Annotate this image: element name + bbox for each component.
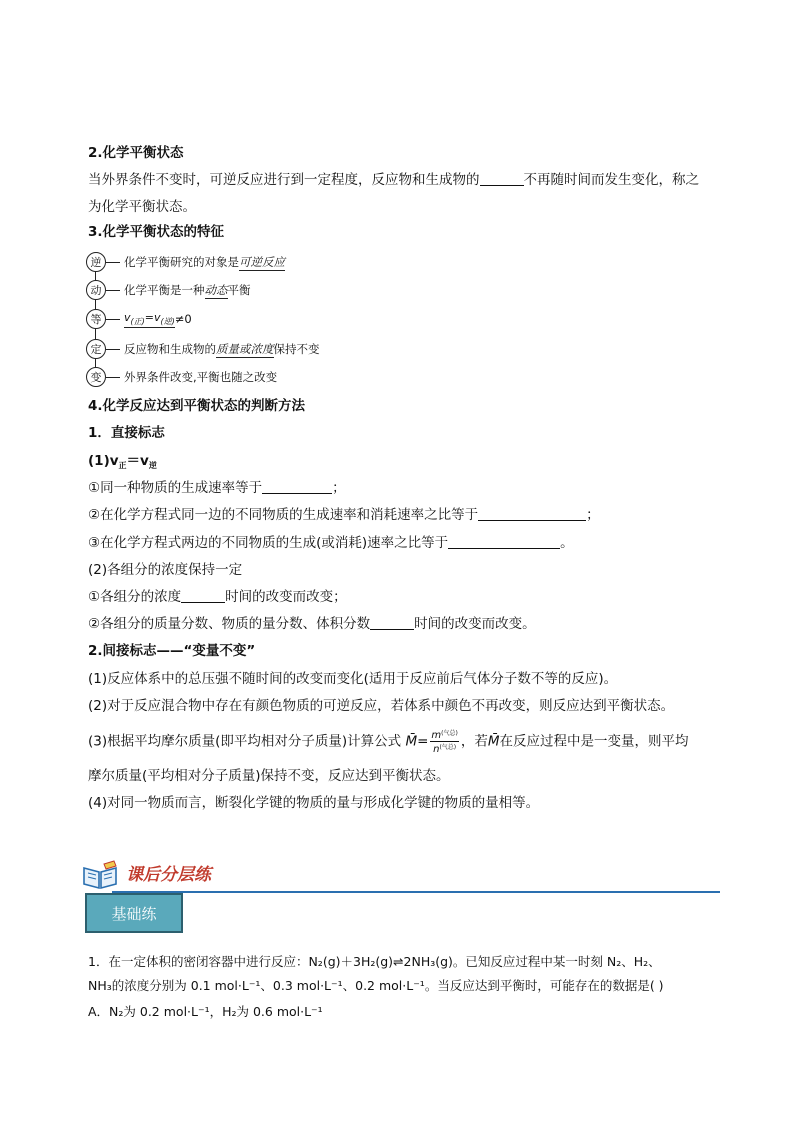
indirect-item-4: (4)对同一物质而言，断裂化学键的物质的量与形成化学键的物质的量相等。 [88, 795, 540, 811]
criterion-line-4: ①各组分的浓度 时间的改变而改变； [88, 589, 347, 605]
indirect-item-1: (1)反应体系中的总压强不随时间的改变而变化(适用于反应前后气体分子数不等的反应)。 [88, 671, 618, 687]
option-a[interactable]: A．N₂为 0.2 mol·L⁻¹，H₂为 0.6 mol·L⁻¹ [88, 1004, 323, 1019]
tab-basic-practice[interactable]: 基础练 [85, 893, 183, 933]
condition-rate-equal: $(1)v_正=v_逆$ [88, 453, 157, 470]
feature-char: 逆 [86, 252, 106, 272]
answer-blank[interactable] [181, 588, 225, 603]
sec2-paragraph-line2: 为化学平衡状态。 [88, 199, 196, 215]
indirect-item-3-cont: 摩尔质量(平均相对分子质量)保持不变，反应达到平衡状态。 [88, 768, 450, 784]
feature-item-reverse: 逆 化学平衡研究的对象是 可逆反应 [86, 251, 285, 273]
indirect-criteria-title: 2.间接标志——“变量不变” [88, 643, 256, 659]
indirect-item-2: (2)对于反应混合物中存在有颜色物质的可逆反应，若体系中颜色不再改变，则反应达到平衡状态。 [88, 698, 675, 714]
question-1-line2: NH₃的浓度分别为 0.1 mol·L⁻¹、0.3 mol·L⁻¹、0.2 mol·L⁻¹。当反应达到平衡时，可能存在的数据是( ) [88, 978, 664, 993]
sec2-heading: 2.化学平衡状态 [88, 145, 184, 161]
molar-mass-fraction: $\frac{m^{(气总)}}{n^{(气总)}}$ [431, 730, 458, 755]
answer-blank[interactable] [448, 534, 560, 549]
direct-criteria-title: 1．直接标志 [88, 425, 165, 441]
open-book-icon [80, 860, 120, 890]
feature-item-dynamic: 动 化学平衡是一种 动态 平衡 [86, 279, 251, 301]
answer-blank[interactable] [262, 479, 332, 494]
feature-char: 变 [86, 367, 106, 387]
practice-section-title: 课后分层练 [126, 865, 211, 885]
answer-blank[interactable] [480, 171, 524, 186]
answer-blank[interactable] [370, 615, 414, 630]
sec2-paragraph-line1: 当外界条件不变时，可逆反应进行到一定程度，反应物和生成物的 不再随时间而发生变化，称之 [88, 172, 699, 188]
criterion-line-5: ②各组分的质量分数、物质的量分数、体积分数 时间的改变而改变。 [88, 616, 536, 632]
criterion-line-2: ②在化学方程式同一边的不同物质的生成速率和消耗速率之比等于 ； [88, 507, 600, 523]
section-divider [112, 891, 720, 893]
sec3-heading: 3.化学平衡状态的特征 [88, 224, 225, 240]
indirect-item-3: (3)根据平均摩尔质量(即平均相对分子质量)计算公式 M̄= $\frac{m^{(气总)}}{n^{(气总)}}$ ，若M̄在反应过程中是一变量，则平均 [88, 730, 689, 755]
condition-concentration: (2)各组分的浓度保持一定 [88, 562, 243, 578]
sec4-heading: 4.化学反应达到平衡状态的判断方法 [88, 398, 306, 414]
criterion-line-1: ①同一种物质的生成速率等于 ； [88, 480, 346, 496]
answer-blank[interactable] [478, 506, 586, 521]
feature-item-constant: 定 反应物和生成物的 质量或浓度 保持不变 [86, 338, 320, 360]
rate-equation: $v_{(正)}=v_{(逆)}$ [124, 310, 175, 326]
feature-char: 等 [86, 309, 106, 329]
feature-char: 定 [86, 339, 106, 359]
feature-item-equal: 等 $v_{(正)}=v_{(逆)}$ ≠0 [86, 308, 192, 330]
feature-char: 动 [86, 280, 106, 300]
criterion-line-3: ③在化学方程式两边的不同物质的生成(或消耗)速率之比等于 。 [88, 535, 574, 551]
feature-item-change: 变 外界条件改变,平衡也随之改变 [86, 366, 277, 388]
question-1-line1: 1．在一定体积的密闭容器中进行反应：N₂(g)＋3H₂(g)⇌2NH₃(g)。已知反应过程中某一时刻 N₂、H₂、 [88, 954, 661, 969]
